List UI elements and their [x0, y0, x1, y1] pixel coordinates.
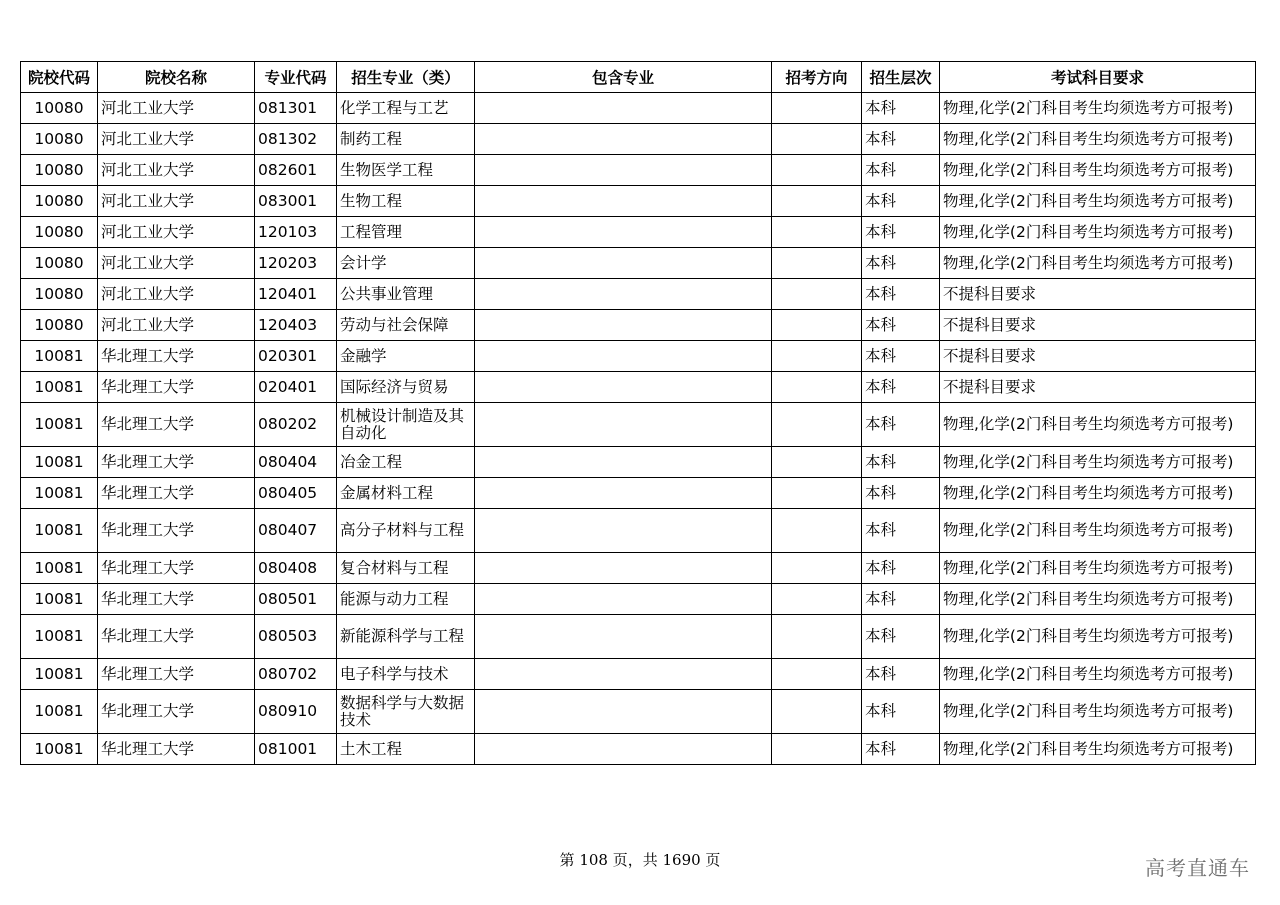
cell-school-code: 10081: [21, 659, 98, 690]
cell-school-code: 10081: [21, 403, 98, 447]
cell-school-name: 河北工业大学: [98, 248, 255, 279]
cell-included-majors: [475, 372, 772, 403]
cell-school-code: 10080: [21, 248, 98, 279]
cell-school-name: 华北理工大学: [98, 553, 255, 584]
cell-major-code: 080407: [255, 509, 337, 553]
cell-requirement: 物理,化学(2门科目考生均须选考方可报考): [940, 584, 1256, 615]
table-row: [21, 553, 1256, 584]
cell-level: 本科: [862, 553, 940, 584]
cell-direction: [772, 584, 862, 615]
cell-included-majors: [475, 447, 772, 478]
cell-major-code: 120403: [255, 310, 337, 341]
cell-major-code: 083001: [255, 186, 337, 217]
cell-major: 电子科学与技术: [337, 659, 475, 690]
cell-school-name: 华北理工大学: [98, 403, 255, 447]
cell-major-code: 120203: [255, 248, 337, 279]
table-row: [21, 447, 1256, 478]
cell-level: 本科: [862, 403, 940, 447]
cell-included-majors: [475, 186, 772, 217]
cell-major-code: 080702: [255, 659, 337, 690]
cell-school-code: 10080: [21, 124, 98, 155]
cell-level: 本科: [862, 217, 940, 248]
cell-major: 公共事业管理: [337, 279, 475, 310]
table-row: [21, 341, 1256, 372]
table-row: [21, 248, 1256, 279]
cell-school-name: 华北理工大学: [98, 690, 255, 734]
cell-level: 本科: [862, 478, 940, 509]
cell-major: 金属材料工程: [337, 478, 475, 509]
cell-school-name: 华北理工大学: [98, 341, 255, 372]
cell-direction: [772, 615, 862, 659]
header-level: 招生层次: [862, 62, 940, 93]
cell-school-code: 10081: [21, 690, 98, 734]
cell-direction: [772, 372, 862, 403]
cell-requirement: 物理,化学(2门科目考生均须选考方可报考): [940, 509, 1256, 553]
cell-direction: [772, 690, 862, 734]
table-row: [21, 279, 1256, 310]
cell-included-majors: [475, 690, 772, 734]
cell-school-name: 河北工业大学: [98, 217, 255, 248]
table-row: [21, 155, 1256, 186]
cell-school-name: 河北工业大学: [98, 186, 255, 217]
cell-requirement: 不提科目要求: [940, 279, 1256, 310]
cell-direction: [772, 124, 862, 155]
table-row: [21, 93, 1256, 124]
cell-major: 新能源科学与工程: [337, 615, 475, 659]
cell-school-name: 华北理工大学: [98, 509, 255, 553]
cell-requirement: 物理,化学(2门科目考生均须选考方可报考): [940, 478, 1256, 509]
cell-direction: [772, 509, 862, 553]
cell-requirement: 不提科目要求: [940, 341, 1256, 372]
cell-direction: [772, 186, 862, 217]
cell-major: 数据科学与大数据技术: [337, 690, 475, 734]
cell-school-code: 10081: [21, 478, 98, 509]
cell-major-code: 080404: [255, 447, 337, 478]
header-included-majors: 包含专业: [475, 62, 772, 93]
cell-level: 本科: [862, 447, 940, 478]
cell-included-majors: [475, 615, 772, 659]
cell-included-majors: [475, 403, 772, 447]
cell-major: 生物医学工程: [337, 155, 475, 186]
watermark: 高考直通车: [1145, 856, 1250, 880]
cell-major: 机械设计制造及其自动化: [337, 403, 475, 447]
cell-school-code: 10080: [21, 279, 98, 310]
cell-school-code: 10080: [21, 310, 98, 341]
cell-school-code: 10081: [21, 615, 98, 659]
cell-level: 本科: [862, 124, 940, 155]
cell-school-name: 华北理工大学: [98, 372, 255, 403]
table-row: [21, 372, 1256, 403]
cell-direction: [772, 403, 862, 447]
cell-major: 土木工程: [337, 734, 475, 765]
cell-requirement: 物理,化学(2门科目考生均须选考方可报考): [940, 690, 1256, 734]
cell-requirement: 不提科目要求: [940, 310, 1256, 341]
cell-major-code: 081302: [255, 124, 337, 155]
cell-requirement: 物理,化学(2门科目考生均须选考方可报考): [940, 403, 1256, 447]
cell-school-name: 河北工业大学: [98, 279, 255, 310]
cell-level: 本科: [862, 690, 940, 734]
cell-direction: [772, 248, 862, 279]
admissions-table: [20, 61, 1256, 765]
table-row: [21, 310, 1256, 341]
cell-included-majors: [475, 734, 772, 765]
cell-major-code: 080405: [255, 478, 337, 509]
table-row: [21, 217, 1256, 248]
cell-school-name: 河北工业大学: [98, 310, 255, 341]
cell-included-majors: [475, 248, 772, 279]
cell-school-name: 华北理工大学: [98, 584, 255, 615]
cell-included-majors: [475, 155, 772, 186]
cell-school-code: 10080: [21, 186, 98, 217]
cell-school-name: 华北理工大学: [98, 615, 255, 659]
cell-major-code: 080910: [255, 690, 337, 734]
table-row: [21, 659, 1256, 690]
cell-level: 本科: [862, 584, 940, 615]
cell-requirement: 不提科目要求: [940, 372, 1256, 403]
cell-school-name: 华北理工大学: [98, 734, 255, 765]
cell-major-code: 020301: [255, 341, 337, 372]
cell-major: 冶金工程: [337, 447, 475, 478]
cell-included-majors: [475, 584, 772, 615]
cell-included-majors: [475, 659, 772, 690]
cell-requirement: 物理,化学(2门科目考生均须选考方可报考): [940, 186, 1256, 217]
cell-requirement: 物理,化学(2门科目考生均须选考方可报考): [940, 217, 1256, 248]
cell-level: 本科: [862, 186, 940, 217]
table-row: [21, 690, 1256, 734]
cell-direction: [772, 279, 862, 310]
cell-major-code: 120103: [255, 217, 337, 248]
cell-school-code: 10080: [21, 155, 98, 186]
cell-major-code: 080202: [255, 403, 337, 447]
cell-major: 会计学: [337, 248, 475, 279]
cell-requirement: 物理,化学(2门科目考生均须选考方可报考): [940, 155, 1256, 186]
cell-included-majors: [475, 124, 772, 155]
cell-direction: [772, 659, 862, 690]
table-row: [21, 584, 1256, 615]
header-direction: 招考方向: [772, 62, 862, 93]
cell-included-majors: [475, 478, 772, 509]
cell-direction: [772, 217, 862, 248]
cell-requirement: 物理,化学(2门科目考生均须选考方可报考): [940, 659, 1256, 690]
cell-level: 本科: [862, 248, 940, 279]
table-row: [21, 509, 1256, 553]
cell-major-code: 120401: [255, 279, 337, 310]
cell-level: 本科: [862, 615, 940, 659]
cell-school-name: 华北理工大学: [98, 478, 255, 509]
cell-school-code: 10080: [21, 93, 98, 124]
header-row: [21, 62, 1256, 93]
cell-major-code: 020401: [255, 372, 337, 403]
cell-requirement: 物理,化学(2门科目考生均须选考方可报考): [940, 615, 1256, 659]
header-major: 招生专业（类）: [337, 62, 475, 93]
cell-included-majors: [475, 509, 772, 553]
cell-level: 本科: [862, 341, 940, 372]
cell-included-majors: [475, 553, 772, 584]
table-row: [21, 615, 1256, 659]
cell-school-code: 10081: [21, 447, 98, 478]
cell-direction: [772, 478, 862, 509]
cell-school-code: 10081: [21, 584, 98, 615]
cell-major-code: 080503: [255, 615, 337, 659]
cell-major-code: 081001: [255, 734, 337, 765]
cell-requirement: 物理,化学(2门科目考生均须选考方可报考): [940, 553, 1256, 584]
header-requirement: 考试科目要求: [940, 62, 1256, 93]
cell-major: 劳动与社会保障: [337, 310, 475, 341]
cell-requirement: 物理,化学(2门科目考生均须选考方可报考): [940, 734, 1256, 765]
cell-direction: [772, 553, 862, 584]
header-school-code: 院校代码: [21, 62, 98, 93]
cell-major: 国际经济与贸易: [337, 372, 475, 403]
table-row: [21, 478, 1256, 509]
cell-school-code: 10081: [21, 341, 98, 372]
cell-included-majors: [475, 93, 772, 124]
cell-major: 化学工程与工艺: [337, 93, 475, 124]
cell-major: 生物工程: [337, 186, 475, 217]
page-number: 第 108 页，共 1690 页: [559, 851, 721, 869]
cell-direction: [772, 341, 862, 372]
cell-school-name: 华北理工大学: [98, 447, 255, 478]
cell-major-code: 082601: [255, 155, 337, 186]
cell-major: 工程管理: [337, 217, 475, 248]
cell-included-majors: [475, 341, 772, 372]
cell-level: 本科: [862, 93, 940, 124]
cell-major: 复合材料与工程: [337, 553, 475, 584]
cell-direction: [772, 310, 862, 341]
cell-level: 本科: [862, 372, 940, 403]
table-row: [21, 186, 1256, 217]
cell-included-majors: [475, 279, 772, 310]
table-row: [21, 403, 1256, 447]
cell-level: 本科: [862, 310, 940, 341]
cell-direction: [772, 155, 862, 186]
table-body: [21, 93, 1256, 765]
cell-school-code: 10081: [21, 553, 98, 584]
cell-included-majors: [475, 217, 772, 248]
header-major-code: 专业代码: [255, 62, 337, 93]
cell-direction: [772, 93, 862, 124]
cell-level: 本科: [862, 734, 940, 765]
cell-level: 本科: [862, 279, 940, 310]
cell-requirement: 物理,化学(2门科目考生均须选考方可报考): [940, 248, 1256, 279]
cell-major-code: 080501: [255, 584, 337, 615]
table-row: [21, 124, 1256, 155]
cell-school-name: 河北工业大学: [98, 124, 255, 155]
cell-major: 制药工程: [337, 124, 475, 155]
cell-major-code: 080408: [255, 553, 337, 584]
header-school-name: 院校名称: [98, 62, 255, 93]
cell-major: 金融学: [337, 341, 475, 372]
cell-level: 本科: [862, 659, 940, 690]
cell-school-name: 华北理工大学: [98, 659, 255, 690]
cell-school-name: 河北工业大学: [98, 93, 255, 124]
cell-requirement: 物理,化学(2门科目考生均须选考方可报考): [940, 124, 1256, 155]
cell-school-code: 10080: [21, 217, 98, 248]
cell-major: 高分子材料与工程: [337, 509, 475, 553]
table-row: [21, 734, 1256, 765]
cell-level: 本科: [862, 155, 940, 186]
cell-major: 能源与动力工程: [337, 584, 475, 615]
cell-direction: [772, 447, 862, 478]
cell-school-code: 10081: [21, 509, 98, 553]
cell-major-code: 081301: [255, 93, 337, 124]
cell-requirement: 物理,化学(2门科目考生均须选考方可报考): [940, 447, 1256, 478]
cell-school-code: 10081: [21, 372, 98, 403]
cell-requirement: 物理,化学(2门科目考生均须选考方可报考): [940, 93, 1256, 124]
cell-level: 本科: [862, 509, 940, 553]
cell-direction: [772, 734, 862, 765]
cell-included-majors: [475, 310, 772, 341]
cell-school-code: 10081: [21, 734, 98, 765]
cell-school-name: 河北工业大学: [98, 155, 255, 186]
